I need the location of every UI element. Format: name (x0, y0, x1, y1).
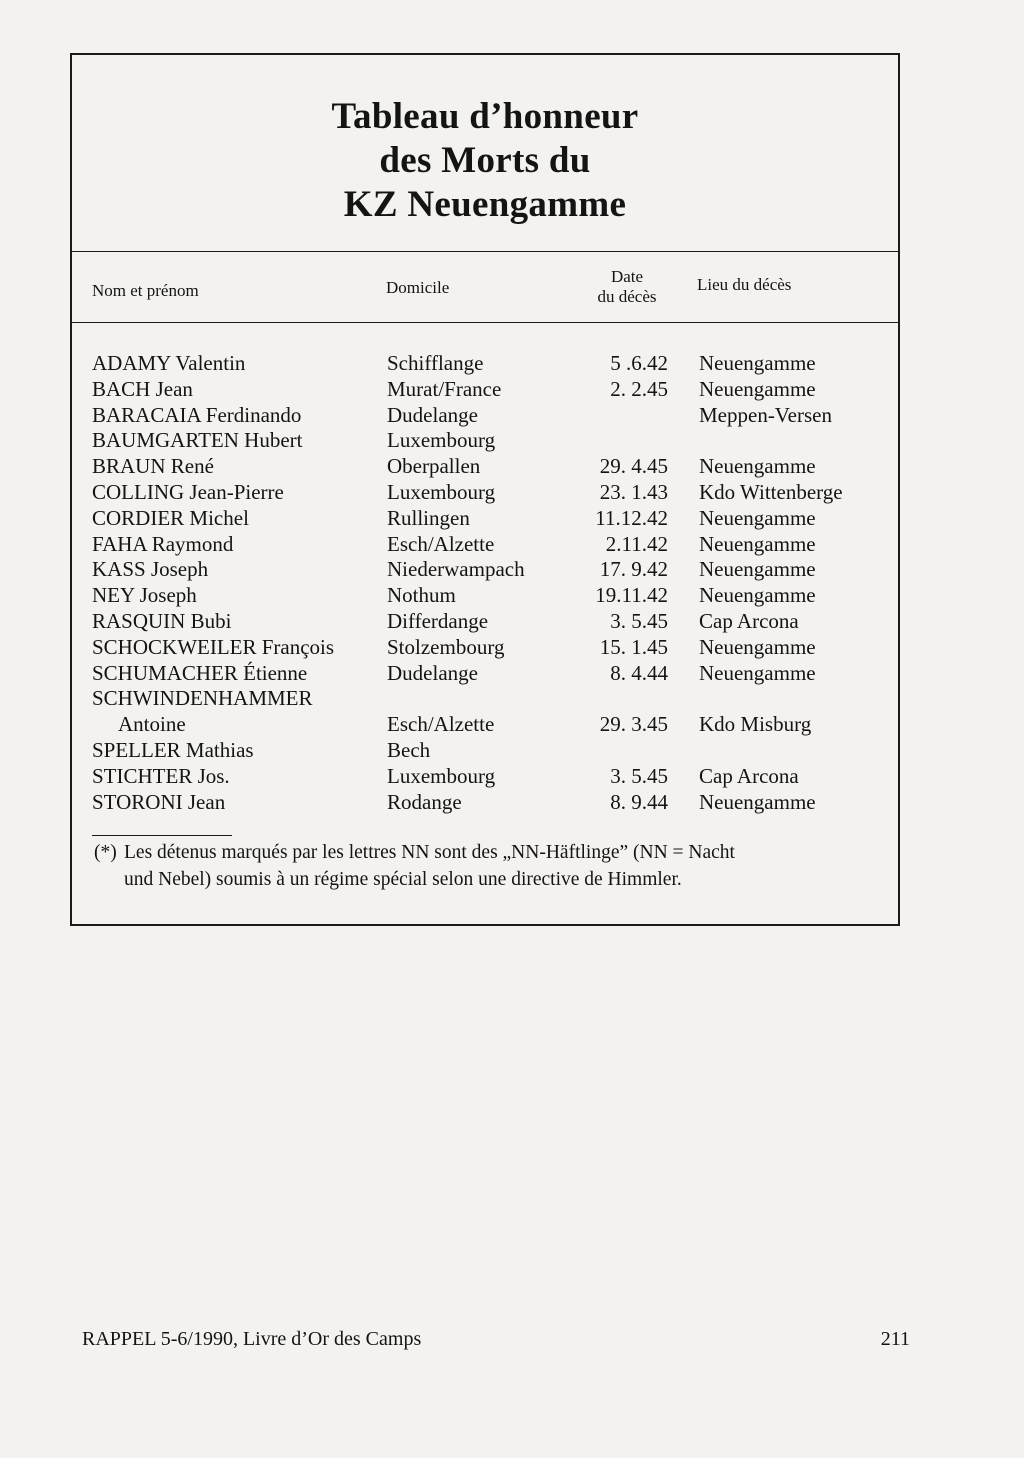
date-header-line: du décès (597, 287, 657, 306)
name-cell: KASS Joseph (92, 557, 209, 582)
page-title (72, 95, 898, 227)
name-cell: COLLING Jean-Pierre (92, 479, 284, 504)
date-cell: 29. 3.45 (599, 712, 668, 737)
table-row (72, 790, 898, 816)
name-cell: RASQUIN Bubi (92, 608, 232, 633)
title-line: des Morts du (379, 140, 591, 181)
date-cell: 2.11.42 (605, 531, 668, 556)
footnote-mark: (*) (94, 842, 117, 863)
honor-roll-table (72, 351, 898, 815)
place-cell: Kdo Misburg (699, 712, 812, 737)
name-cell: BRAUN René (92, 454, 214, 479)
place-cell: Neuengamme (699, 531, 816, 556)
name-cell: STORONI Jean (92, 789, 226, 814)
domicile-cell: Luxembourg (387, 428, 496, 453)
name-cell: BAUMGARTEN Hubert (92, 428, 303, 453)
column-header-date (572, 267, 682, 307)
domicile-cell: Bech (387, 737, 431, 762)
table-row (72, 609, 898, 635)
name-cell: CORDIER Michel (92, 505, 249, 530)
domicile-cell: Nothum (387, 583, 456, 608)
domicile-cell: Luxembourg (387, 479, 496, 504)
table-row (72, 635, 898, 661)
domicile-cell: Stolzembourg (387, 634, 505, 659)
date-cell: 2. 2.45 (610, 376, 668, 401)
place-cell: Cap Arcona (699, 608, 799, 633)
table-row (72, 377, 898, 403)
place-cell: Neuengamme (699, 351, 816, 375)
place-cell: Neuengamme (699, 376, 816, 401)
footnote-rule (92, 835, 232, 836)
name-cell: BARACAIA Ferdinando (92, 402, 302, 427)
domicile-cell: Esch/Alzette (387, 712, 495, 737)
place-cell: Neuengamme (699, 789, 816, 814)
title-line: Tableau d’honneur (331, 96, 639, 137)
date-cell: 5 .6.42 (610, 351, 668, 375)
table-row (72, 583, 898, 609)
honor-roll-box (70, 53, 900, 926)
name-cell: SCHOCKWEILER François (92, 634, 335, 659)
name-cell: NEY Joseph (92, 583, 197, 608)
place-cell: Neuengamme (699, 660, 816, 685)
domicile-cell: Esch/Alzette (387, 531, 495, 556)
place-cell: Neuengamme (699, 505, 816, 530)
name-cell: Antoine (118, 712, 186, 737)
place-cell: Neuengamme (699, 634, 816, 659)
column-header-name: Nom et prénom (92, 281, 199, 300)
date-cell: 8. 9.44 (610, 789, 668, 814)
place-cell: Cap Arcona (699, 763, 799, 788)
footnote (94, 839, 894, 893)
table-row (72, 454, 898, 480)
footer-source: RAPPEL 5-6/1990, Livre d’Or des Camps (82, 1328, 422, 1350)
table-row (72, 738, 898, 764)
table-row (72, 480, 898, 506)
domicile-cell: Niederwampach (387, 557, 525, 582)
divider (72, 322, 898, 323)
table-row (72, 506, 898, 532)
table-row (72, 661, 898, 687)
divider (72, 251, 898, 252)
title-line: KZ Neuengamme (343, 184, 627, 225)
column-header-place: Lieu du décès (697, 275, 792, 294)
footnote-line: Les détenus marqués par les lettres NN sont des „NN-Häftlinge” (NN = Nacht (124, 842, 735, 863)
name-cell: FAHA Raymond (92, 531, 234, 556)
date-header-line: Date (610, 267, 644, 286)
name-cell: STICHTER Jos. (92, 763, 230, 788)
domicile-cell: Rullingen (387, 505, 470, 530)
date-cell: 3. 5.45 (610, 763, 668, 788)
domicile-cell: Luxembourg (387, 763, 496, 788)
name-cell: SCHWINDENHAMMER (92, 686, 313, 711)
date-cell: 29. 4.45 (599, 454, 668, 479)
date-cell: 3. 5.45 (610, 608, 668, 633)
place-cell: Neuengamme (699, 557, 816, 582)
table-row (72, 428, 898, 454)
name-cell: ADAMY Valentin (92, 351, 246, 375)
domicile-cell: Differdange (387, 608, 489, 633)
date-cell: 19.11.42 (595, 583, 668, 608)
domicile-cell: Rodange (387, 789, 462, 814)
column-header-domicile: Domicile (386, 278, 450, 297)
footnote-line: und Nebel) soumis à un régime spécial selon une directive de Himmler. (124, 869, 682, 890)
place-cell: Meppen-Versen (699, 402, 832, 427)
name-cell: SPELLER Mathias (92, 737, 254, 762)
date-cell: 15. 1.45 (599, 634, 668, 659)
table-row (72, 557, 898, 583)
name-cell: BACH Jean (92, 376, 193, 401)
domicile-cell: Dudelange (387, 660, 478, 685)
place-cell: Neuengamme (699, 583, 816, 608)
table-row (72, 532, 898, 558)
page-number: 211 (880, 1328, 910, 1350)
domicile-cell: Murat/France (387, 376, 502, 401)
date-cell: 17. 9.42 (599, 557, 668, 582)
place-cell: Neuengamme (699, 454, 816, 479)
table-row (72, 686, 898, 712)
date-cell: 11.12.42 (595, 505, 668, 530)
domicile-cell: Schifflange (387, 351, 484, 375)
domicile-cell: Oberpallen (387, 454, 481, 479)
date-cell: 8. 4.44 (610, 660, 668, 685)
table-row (72, 351, 898, 377)
name-cell: SCHUMACHER Étienne (92, 660, 308, 685)
place-cell: Kdo Wittenberge (699, 479, 843, 504)
date-cell: 23. 1.43 (599, 479, 668, 504)
domicile-cell: Dudelange (387, 402, 478, 427)
table-row (72, 712, 898, 738)
table-row (72, 764, 898, 790)
table-row (72, 403, 898, 429)
